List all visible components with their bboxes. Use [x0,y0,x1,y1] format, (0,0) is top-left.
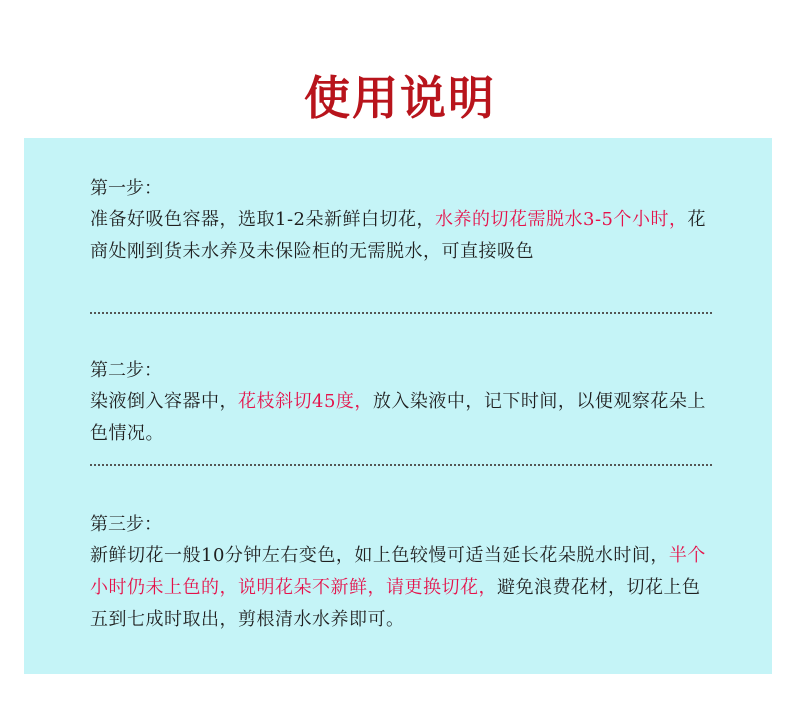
step-3-highlight: 半个小时仍未上色的，说明花朵不新鲜，请更换切花， [90,545,706,598]
step-1-text: 准备好吸色容器，选取1-2朵新鲜白切花， [90,209,435,230]
step-2-highlight: 花枝斜切45度， [238,391,373,412]
step-3-heading: 第三步： [90,514,162,535]
step-3 [90,510,710,636]
step-3-text: 新鲜切花一般10分钟左右变色，如上色较慢可适当延长花朵脱水时间， [90,545,669,566]
step-3-text-after: 避免浪费花材，切花上色五到七成时取出，剪根清水水养即可。 [90,577,701,630]
step-2-text: 染液倒入容器中， [90,391,238,412]
instructions-panel [24,138,772,674]
step-3-body [90,540,710,636]
step-2-text-after: 放入染液中，记下时间，以便观察花朵上色情况。 [90,391,706,444]
step-2 [90,356,710,450]
step-1-text-after: 花商处刚到货未水养及未保险柜的无需脱水，可直接吸色 [90,209,706,262]
step-2-heading: 第二步： [90,360,162,381]
step-1-body [90,204,710,268]
dotted-divider [90,312,712,314]
step-1-heading: 第一步： [90,178,162,199]
step-2-body [90,386,710,450]
page-title: 使用说明 [304,71,496,125]
step-1 [90,174,710,268]
dotted-divider [90,464,712,466]
step-1-highlight: 水养的切花需脱水3-5个小时， [435,209,688,230]
